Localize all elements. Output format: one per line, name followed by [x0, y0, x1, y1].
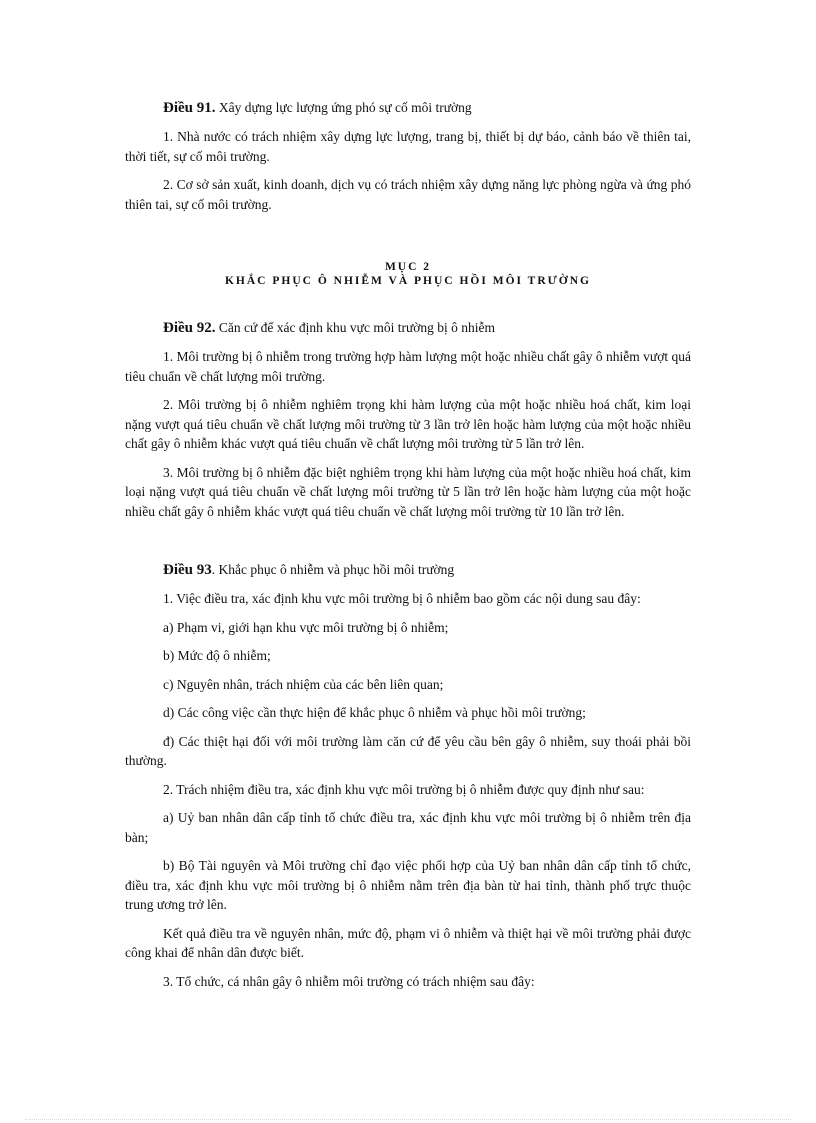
article-91-body	[125, 127, 691, 214]
article-93-item-2a: a) Uỷ ban nhân dân cấp tỉnh tổ chức điều tra, xác định khu vực môi trường bị ô nhiễm trên địa bàn;	[125, 810, 691, 845]
article-92-para-3: 3. Môi trường bị ô nhiễm đặc biệt nghiêm trọng khi hàm lượng của một hoặc nhiều hoá chất, kim loại nặng vượt quá tiêu chuẩn về chất lượng môi trường từ 5 lần trở lên hoặc hàm lượng của một hoặc nhiều chất gây ô nhiễm khác vượt quá tiêu chuẩn về chất lượng môi trường từ 10 lần trở lên.	[125, 464, 691, 519]
section-heading	[125, 260, 691, 288]
article-93-label: Điều 93	[163, 562, 212, 578]
article-91-para-1: 1. Nhà nước có trách nhiệm xây dựng lực lượng, trang bị, thiết bị dự báo, cảnh báo về thiên tai, thời tiết, sự cố môi trường.	[125, 129, 691, 164]
article-93-para-3: 3. Tổ chức, cá nhân gây ô nhiễm môi trường có trách nhiệm sau đây:	[163, 973, 535, 989]
article-93-item-1a: a) Phạm vi, giới hạn khu vực môi trường bị ô nhiễm;	[163, 619, 449, 635]
article-91-label: Điều 91.	[163, 100, 216, 116]
article-92-heading	[163, 318, 691, 338]
article-92-title: Căn cứ để xác định khu vực môi trường bị ô nhiễm	[215, 320, 496, 335]
page-bottom-divider	[25, 1119, 791, 1120]
article-93-item-1d: d) Các công việc cần thực hiện để khắc phục ô nhiễm và phục hồi môi trường;	[163, 705, 586, 720]
article-93-title: . Khắc phục ô nhiễm và phục hồi môi trường	[211, 562, 455, 577]
article-91-heading	[163, 98, 691, 118]
section-title: KHẮC PHỤC Ô NHIỄM VÀ PHỤC HỒI MÔI TRƯỜNG	[224, 275, 591, 287]
article-93-heading	[163, 560, 691, 580]
article-93-para-1: 1. Việc điều tra, xác định khu vực môi trường bị ô nhiễm bao gồm các nội dung sau đây:	[163, 591, 641, 606]
article-92-para-2: 2. Môi trường bị ô nhiễm nghiêm trọng khi hàm lượng của một hoặc nhiều hoá chất, kim loại nặng vượt quá tiêu chuẩn về chất lượng môi trường từ 3 lần trở lên hoặc hàm lượng của một hoặc nhiều chất gây ô nhiễm khác vượt quá tiêu chuẩn về chất lượng môi trường từ 5 lần trở lên.	[125, 397, 691, 451]
article-93-body	[125, 589, 691, 991]
article-91-para-2: 2. Cơ sở sản xuất, kinh doanh, dịch vụ có trách nhiệm xây dựng năng lực phòng ngừa và ứng phó thiên tai, sự cố môi trường.	[125, 177, 691, 212]
article-92-label: Điều 92.	[163, 320, 216, 336]
article-91-title: Xây dựng lực lượng ứng phó sự cố môi trường	[215, 100, 472, 115]
document-content	[125, 98, 691, 1000]
article-93-result-note: Kết quả điều tra về nguyên nhân, mức độ, phạm vi ô nhiễm và thiệt hại về môi trường phải được công khai để nhân dân được biết.	[125, 925, 691, 960]
article-92-para-1: 1. Môi trường bị ô nhiễm trong trường hợp hàm lượng một hoặc nhiều chất gây ô nhiễm vượt quá tiêu chuẩn về chất lượng môi trường.	[125, 349, 691, 384]
article-93-item-2b: b) Bộ Tài nguyên và Môi trường chỉ đạo việc phối hợp của Uỷ ban nhân dân cấp tỉnh tổ chức, điều tra, xác định khu vực môi trường bị ô nhiễm nằm trên địa bàn từ hai tỉnh, thành phố trực thuộc trung ương trở lên.	[125, 858, 691, 912]
article-93-item-1b: b) Mức độ ô nhiễm;	[163, 648, 271, 663]
section-number: MỤC 2	[384, 261, 432, 273]
article-92-body	[125, 347, 691, 521]
article-93-item-1c: c) Nguyên nhân, trách nhiệm của các bên liên quan;	[163, 676, 444, 692]
article-93-para-2: 2. Trách nhiệm điều tra, xác định khu vực môi trường bị ô nhiễm được quy định như sau:	[163, 781, 645, 797]
article-93-item-1dd: đ) Các thiệt hại đối với môi trường làm căn cứ để yêu cầu bên gây ô nhiễm, suy thoái phải bồi thường.	[125, 733, 691, 768]
